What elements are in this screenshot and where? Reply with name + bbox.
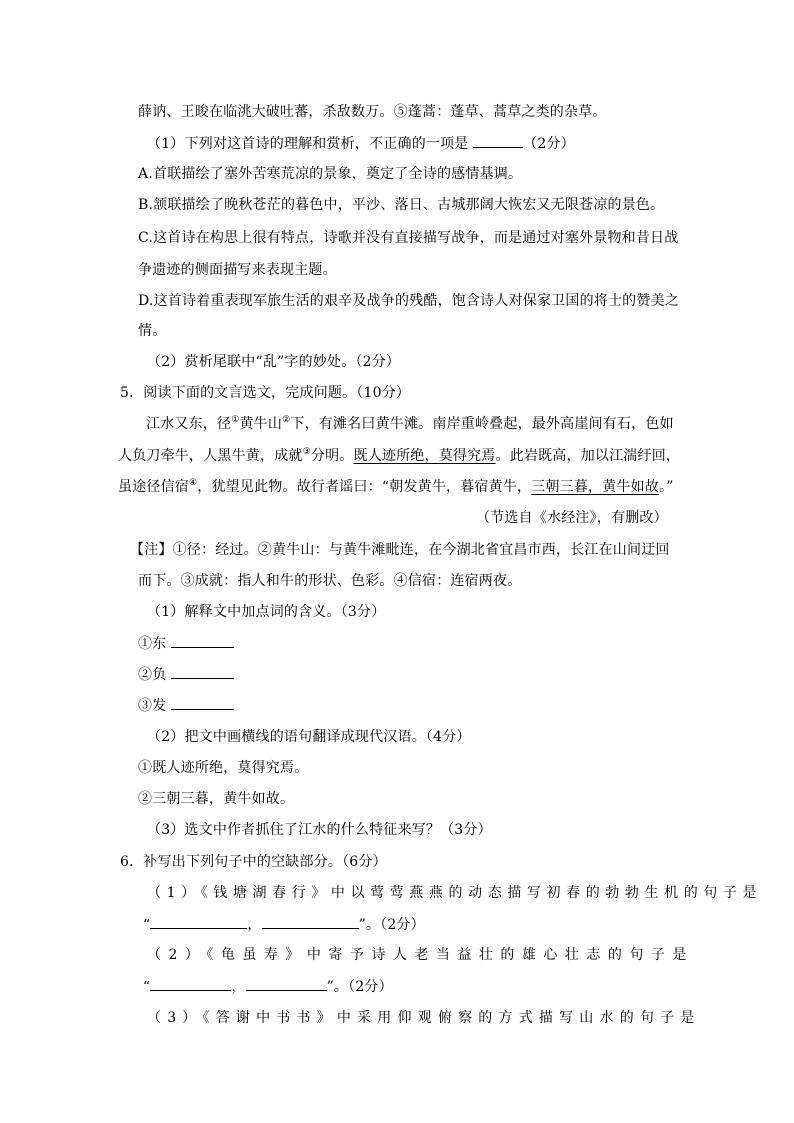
question-6-title: 6．补写出下列句子中的空缺部分。（6分）	[120, 854, 387, 870]
q6-item-1-blanks	[143, 914, 425, 934]
poem-note-tail: 薛讷、王晙在临洮大破吐蕃，杀敌数万。⑤蓬蒿：蓬草、蒿草之类的杂草。	[138, 104, 607, 120]
underlined-sentence: 既人迹所绝，莫得究焉	[353, 448, 496, 464]
quote-mark: “	[143, 979, 151, 995]
question-5-title: 5．阅读下面的文言选文，完成问题。（10分）	[120, 385, 411, 401]
option-c-line2: 争遗迹的侧面描写来表现主题。	[138, 262, 337, 278]
word-label: ②负	[138, 667, 167, 683]
poem-question-2: （2）赏析尾联中“乱”字的妙处。（2分）	[147, 354, 401, 370]
q6-item-2-blanks	[143, 976, 393, 996]
answer-blank[interactable]	[171, 664, 234, 679]
passage-line-2	[118, 446, 680, 466]
note-marker: ④	[189, 478, 198, 488]
passage-text: 江水又东，径	[146, 416, 232, 432]
passage-text: 人负刀牵牛，人黑牛黄，成就	[118, 448, 303, 464]
q6-item-3: （3）《答谢中书书》中采用仰观俯察的方式描写山水的句子是	[147, 1010, 701, 1026]
word-item-3	[138, 695, 234, 715]
q5-sub-question-3: （3）选文中作者抓住了江水的什么特征来写？（3分）	[147, 822, 492, 838]
passage-text: 下，有滩名曰黄牛滩。南岸重岭叠起，最外高崖间有石，色如	[290, 416, 674, 432]
passage-text: 黄牛山	[239, 416, 283, 432]
word-label: ①东	[138, 636, 167, 652]
passage-text: ，犹望见此物。故行者谣曰：“朝发黄牛，暮宿黄牛，	[197, 479, 532, 495]
answer-blank[interactable]	[150, 976, 231, 991]
option-c-line1: C.这首诗在构思上很有特点，诗歌并没有直接描写战争，而是通过对塞外景物和昔日战	[138, 230, 679, 246]
answer-blank[interactable]	[150, 914, 247, 929]
answer-blank[interactable]	[473, 133, 523, 148]
notes-line-2: 而下。③成就：指人和牛的形状、色彩。④信宿：连宿两夜。	[138, 573, 522, 589]
answer-blank[interactable]	[171, 695, 234, 710]
answer-blank[interactable]	[246, 976, 327, 991]
poem-question-1	[147, 133, 575, 153]
translate-sentence-1: ①既人迹所绝，莫得究焉。	[138, 760, 309, 776]
word-item-2	[138, 664, 234, 684]
passage-line-3	[118, 477, 674, 497]
passage-text: 虽途径信宿	[118, 479, 189, 495]
translate-sentence-2: ②三朝三暮，黄牛如故。	[138, 791, 295, 807]
answer-blank[interactable]	[171, 633, 234, 648]
quote-mark: “	[143, 917, 151, 933]
passage-source: （节选自《水经注》，有删改）	[476, 510, 668, 526]
underlined-sentence: 三朝三暮，黄牛如故	[531, 479, 660, 495]
option-a: A.首联描绘了塞外苦寒荒凉的景象，奠定了全诗的感情基调。	[138, 166, 523, 182]
comma: ，	[231, 979, 246, 995]
note-marker: ②	[282, 415, 291, 425]
notes-line-1: 【注】①径：经过。②黄牛山：与黄牛滩毗连，在今湖北省宜昌市西，长江在山间迂回	[130, 542, 670, 558]
option-d-line2: 情。	[138, 323, 167, 339]
q6-item-1: （1）《钱塘湖春行》中以莺莺燕燕的动态描写初春的勃勃生机的句子是	[147, 885, 763, 901]
q5-sub-question-2: （2）把文中画横线的语句翻译成现代汉语。（4分）	[147, 729, 471, 745]
q5-sub-question-1: （1）解释文中加点词的含义。（3分）	[147, 604, 386, 620]
passage-line-1	[146, 414, 674, 434]
passage-text: 。此岩既高，加以江湍纡回，	[495, 448, 681, 464]
note-marker: ③	[302, 447, 311, 457]
note-marker: ①	[231, 415, 240, 425]
passage-text: 分明。	[310, 448, 354, 464]
question-score: （2分）	[523, 136, 575, 152]
answer-blank[interactable]	[262, 914, 359, 929]
word-label: ③发	[138, 698, 167, 714]
item-score: ”。（2分）	[326, 979, 393, 995]
q6-item-2: （2）《龟虽寿》中寄予诗人老当益壮的雄心壮志的句子是	[147, 947, 694, 963]
item-score: ”。（2分）	[358, 917, 425, 933]
passage-text: 。”	[659, 479, 674, 495]
question-stem: （1）下列对这首诗的理解和赏析，不正确的一项是	[147, 136, 469, 152]
option-b: B.颔联描绘了晚秋苍茫的暮色中，平沙、落日、古城那阔大恢宏又无限苍凉的景色。	[138, 197, 665, 213]
comma: ，	[247, 917, 262, 933]
option-d-line1: D.这首诗着重表现军旅生活的艰辛及战争的残酷，饱含诗人对保家卫国的将士的赞美之	[138, 293, 679, 309]
word-item-1	[138, 633, 234, 653]
